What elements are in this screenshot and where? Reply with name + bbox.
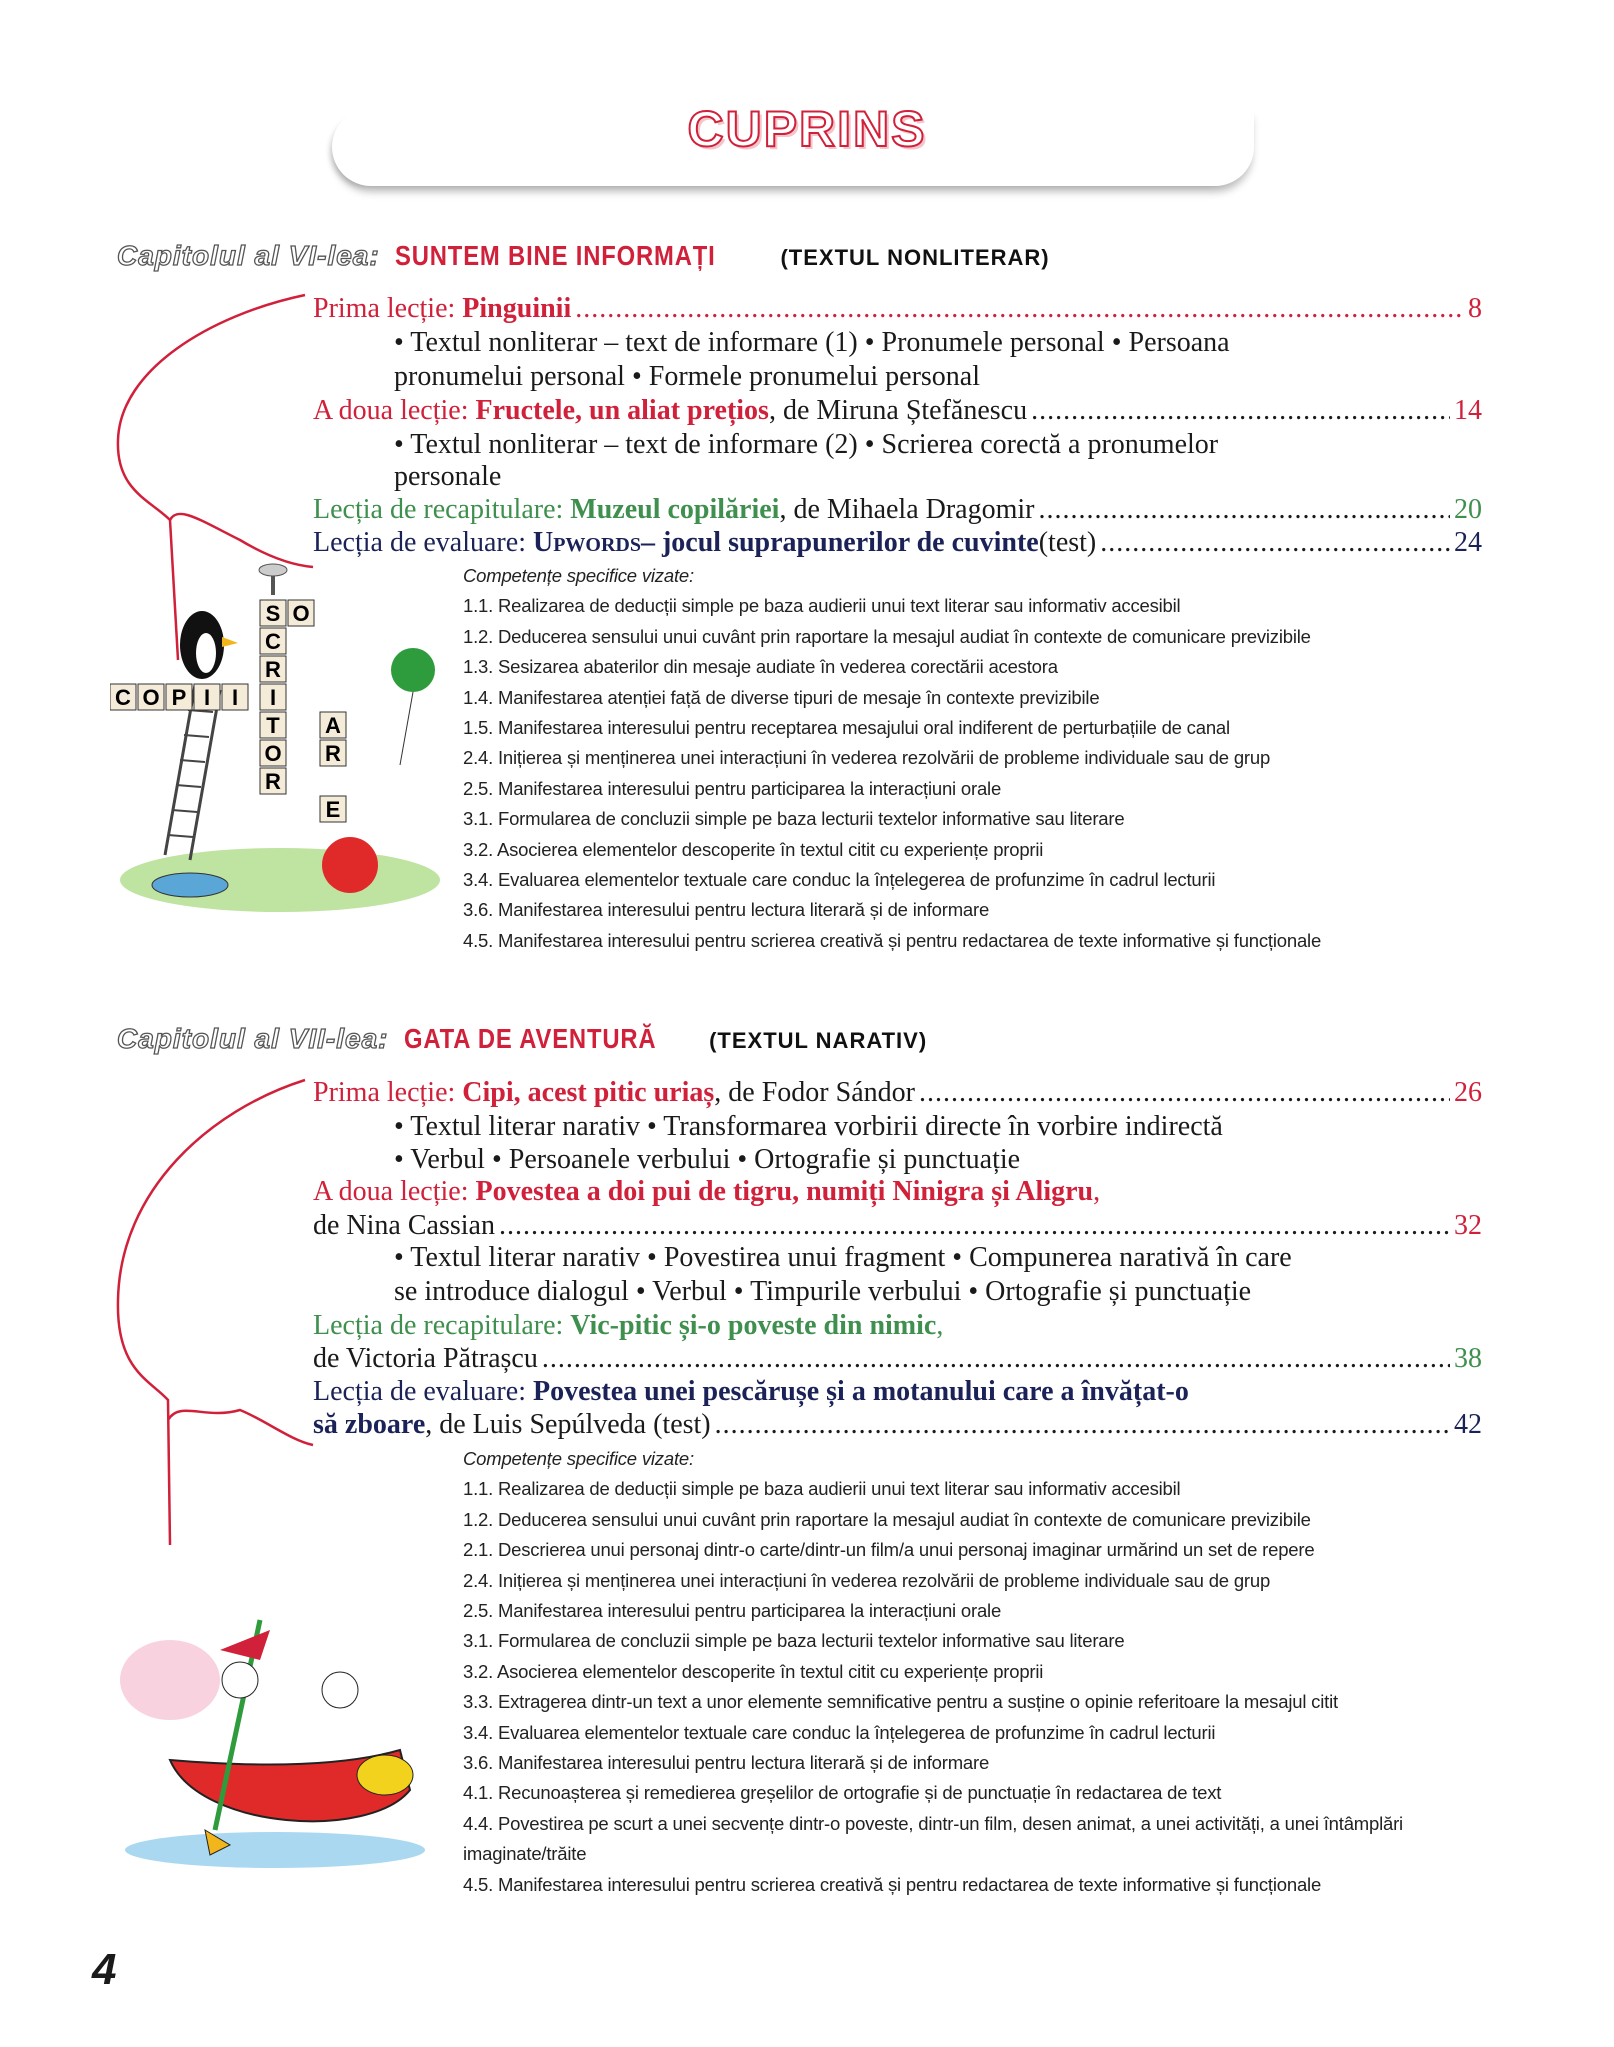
competence-item: 1.2. Deducerea sensului unui cuvânt prin raportare la mesajul audiat în contexte de comunicare previzibile bbox=[463, 625, 1311, 647]
letter-tile-text: P bbox=[171, 685, 187, 710]
page-ref: 20 bbox=[1454, 494, 1482, 525]
page-ref: 14 bbox=[1454, 395, 1482, 426]
chapter-label: Capitolul al VII-lea: bbox=[117, 1023, 389, 1054]
lesson-title: Muzeul copilăriei bbox=[570, 494, 780, 525]
toc-entry-lesson-1[interactable] bbox=[313, 1076, 1482, 1110]
letter-tile-text: I bbox=[203, 685, 211, 710]
lesson-label: Lecția de evaluare: bbox=[313, 527, 526, 558]
letter-tile-text: R bbox=[265, 769, 281, 794]
letter-tile-text: C bbox=[115, 685, 131, 710]
chapter-name: SUNTEM BINE INFORMAȚI bbox=[395, 240, 717, 271]
lesson-author: de Nina Cassian bbox=[313, 1210, 495, 1241]
lesson-topics: se introduce dialogul • Verbul • Timpurile verbului • Ortografie și punctuație bbox=[394, 1276, 1252, 1307]
toc-entry-lesson-2-title[interactable] bbox=[313, 1175, 1482, 1209]
competence-item: 3.1. Formularea de concluzii simple pe baza lecturii textelor informative sau literare bbox=[463, 1630, 1125, 1652]
competence-item: 1.1. Realizarea de deducții simple pe baza audierii unui text literar sau informativ accesibil bbox=[463, 1478, 1181, 1500]
page-number: 4 bbox=[92, 1945, 117, 1994]
toc-entry-evaluation-title[interactable] bbox=[313, 1375, 1482, 1409]
competence-item: 4.4. Povestirea pe scurt a unei secvențe dintr-o poveste, dintr-un film, desen animat, a unei activități, a unei întâmplări imaginate/trăite bbox=[463, 1812, 1403, 1865]
crossword-kids-illustration bbox=[110, 545, 450, 925]
page-ref: 24 bbox=[1454, 527, 1482, 558]
chapter-label: Capitolul al VI-lea: bbox=[117, 240, 380, 271]
letter-tile-text: E bbox=[325, 797, 341, 822]
competence-item: 3.2. Asocierea elementelor descoperite în textul citit cu experiențe proprii bbox=[463, 1660, 1044, 1682]
lesson-title: Povestea a doi pui de tigru, numiți Ninigra și Aligru bbox=[475, 1176, 1094, 1207]
lesson-author: de Victoria Pătrașcu bbox=[313, 1343, 538, 1374]
letter-tile-text: T bbox=[266, 713, 280, 738]
competence-item: 2.4. Inițierea și menținerea unei interacțiuni în vederea rezolvării de probleme individuale sau de grup bbox=[463, 1569, 1271, 1591]
dot-leader bbox=[1031, 394, 1450, 428]
letter-tile-text: O bbox=[142, 685, 160, 710]
chapter-name: GATA DE AVENTURĂ bbox=[404, 1023, 657, 1054]
dot-leader bbox=[542, 1342, 1450, 1376]
competence-item: 1.4. Manifestarea atenției față de diverse tipuri de mesaje în contexte previzibile bbox=[463, 686, 1100, 708]
competence-item: 2.5. Manifestarea interesului pentru participarea la interacțiuni orale bbox=[463, 1600, 1002, 1622]
competence-item: 3.4. Evaluarea elementelor textuale care conduc la înțelegerea de profunzime în cadrul lecturii bbox=[463, 1721, 1216, 1743]
lesson-topics: • Textul literar narativ • Transformarea vorbirii directe în vorbire indirectă bbox=[394, 1111, 1223, 1142]
lesson-topics: • Textul nonliterar – text de informare (1) • Pronumele personal • Persoana bbox=[394, 327, 1230, 358]
dot-leader bbox=[715, 1408, 1450, 1442]
competences-list-ch7 bbox=[463, 1444, 1493, 1900]
lesson-label: A doua lecție: bbox=[313, 395, 469, 426]
letter-tile-text: R bbox=[265, 657, 281, 682]
lesson-topics: • Textul literar narativ • Povestirea unui fragment • Compunerea narativă în care bbox=[394, 1242, 1292, 1273]
lesson-label: Prima lecție: bbox=[313, 293, 456, 324]
toc-entry-review[interactable] bbox=[313, 1342, 1482, 1376]
lesson-author: , de Miruna Ștefănescu bbox=[768, 395, 1028, 426]
lesson-author: , de Fodor Sándor bbox=[714, 1077, 915, 1108]
competence-item: 1.2. Deducerea sensului unui cuvânt prin raportare la mesajul audiat în contexte de comunicare previzibile bbox=[463, 1508, 1311, 1530]
chapter7-bracket bbox=[118, 1080, 313, 1545]
chapter-type: (TEXTUL NONLITERAR) bbox=[780, 245, 1050, 270]
competence-item: 3.6. Manifestarea interesului pentru lectura literară și de informare bbox=[463, 899, 990, 921]
lesson-title: – jocul suprapunerilor de cuvinte bbox=[640, 527, 1039, 558]
page-ref: 26 bbox=[1454, 1077, 1482, 1108]
letter-tile-text: I bbox=[231, 685, 239, 710]
punctuation: , bbox=[1093, 1176, 1101, 1207]
letter-tile-text: O bbox=[292, 601, 310, 626]
lesson-title: Vic-pitic și-o poveste din nimic bbox=[570, 1310, 937, 1341]
toc-entry-lesson-1[interactable] bbox=[313, 292, 1482, 326]
chapter-6-header bbox=[117, 240, 1050, 272]
lesson-title-cont: să zboare bbox=[313, 1409, 426, 1440]
competence-item: 3.3. Extragerea dintr-un text a unor elemente semnificative pentru a susține o opinie referitoare la mesajul citit bbox=[463, 1691, 1338, 1713]
page-ref: 32 bbox=[1454, 1210, 1482, 1241]
dot-leader bbox=[1100, 526, 1450, 560]
letter-tile-text: C bbox=[265, 629, 281, 654]
letter-tile-text: O bbox=[264, 741, 282, 766]
lesson-topics: • Textul nonliterar – text de informare (2) • Scrierea corectă a pronumelor bbox=[394, 429, 1219, 460]
lesson-label: Lecția de recapitulare: bbox=[313, 1310, 564, 1341]
punctuation: , bbox=[936, 1310, 944, 1341]
dot-leader bbox=[919, 1076, 1450, 1110]
lesson-title: Povestea unei pescărușe și a motanului care a învățat-o bbox=[532, 1376, 1189, 1407]
dot-leader bbox=[499, 1209, 1450, 1243]
toc-entry-lesson-2[interactable] bbox=[313, 1209, 1482, 1243]
lesson-title: Pinguinii bbox=[462, 293, 572, 324]
competence-item: 4.5. Manifestarea interesului pentru scrierea creativă și pentru redactarea de texte informative și funcționale bbox=[463, 1873, 1322, 1895]
toc-entry-evaluation[interactable] bbox=[313, 526, 1482, 560]
toc-entry-lesson-2[interactable] bbox=[313, 394, 1482, 428]
competence-item: 3.2. Asocierea elementelor descoperite în textul citit cu experiențe proprii bbox=[463, 838, 1044, 860]
chapter-7-header bbox=[117, 1023, 927, 1055]
page-ref: 38 bbox=[1454, 1343, 1482, 1374]
page-title: CUPRINS bbox=[687, 101, 927, 157]
dot-leader bbox=[575, 292, 1464, 326]
competence-item: 1.3. Sesizarea abaterilor din mesaje audiate în vederea corectării acestora bbox=[463, 656, 1058, 678]
lesson-title-brand: Upwords bbox=[532, 527, 641, 558]
competences-list-ch6 bbox=[463, 561, 1493, 956]
page-ref: 42 bbox=[1454, 1409, 1482, 1440]
competence-item: 3.6. Manifestarea interesului pentru lectura literară și de informare bbox=[463, 1752, 990, 1774]
chapter-type: (TEXTUL NARATIV) bbox=[709, 1028, 928, 1053]
dot-leader bbox=[1039, 493, 1451, 527]
competences-header: Competențe specifice vizate: bbox=[463, 1448, 694, 1469]
lesson-topics: • Verbul • Persoanele verbului • Ortografie și punctuație bbox=[394, 1144, 1021, 1175]
lesson-label: Lecția de recapitulare: bbox=[313, 494, 564, 525]
competence-item: 2.4. Inițierea și menținerea unei interacțiuni în vederea rezolvării de probleme individuale sau de grup bbox=[463, 747, 1271, 769]
page-ref: 8 bbox=[1468, 293, 1482, 324]
letter-tile-text: I bbox=[269, 685, 277, 710]
letter-tile-text: A bbox=[325, 713, 341, 738]
lesson-label: A doua lecție: bbox=[313, 1176, 469, 1207]
competences-header: Competențe specifice vizate: bbox=[463, 565, 694, 586]
lesson-label: Prima lecție: bbox=[313, 1077, 456, 1108]
competence-item: 2.1. Descrierea unui personaj dintr-o carte/dintr-un film/a unui personaj imaginar urmărind un set de repere bbox=[463, 1539, 1315, 1561]
lesson-title: Cipi, acest pitic uriaș bbox=[462, 1077, 715, 1108]
toc-entry-review[interactable] bbox=[313, 493, 1482, 527]
competence-item: 3.4. Evaluarea elementelor textuale care conduc la înțelegerea de profunzime în cadrul lecturii bbox=[463, 869, 1216, 891]
lesson-label: Lecția de evaluare: bbox=[313, 1376, 526, 1407]
competence-item: 2.5. Manifestarea interesului pentru participarea la interacțiuni orale bbox=[463, 777, 1002, 799]
competence-item: 4.5. Manifestarea interesului pentru scrierea creativă și pentru redactarea de texte informative și funcționale bbox=[463, 929, 1322, 951]
competence-item: 1.5. Manifestarea interesului pentru receptarea mesajului oral indiferent de perturbațiile de canal bbox=[463, 717, 1230, 739]
competence-item: 1.1. Realizarea de deducții simple pe baza audierii unui text literar sau informativ accesibil bbox=[463, 595, 1181, 617]
lesson-topics: pronumelui personal • Formele pronumelui personal bbox=[394, 361, 981, 392]
lesson-note: (test) bbox=[1038, 527, 1097, 558]
pirate-boat-illustration bbox=[110, 1590, 450, 1880]
lesson-author: , de Luis Sepúlveda (test) bbox=[425, 1409, 711, 1440]
toc-entry-evaluation[interactable] bbox=[313, 1408, 1482, 1442]
toc-entry-review-title[interactable] bbox=[313, 1309, 1482, 1343]
competence-item: 3.1. Formularea de concluzii simple pe baza lecturii textelor informative sau literare bbox=[463, 808, 1125, 830]
lesson-title: Fructele, un aliat prețios bbox=[475, 395, 769, 426]
lesson-topics: personale bbox=[394, 461, 502, 492]
letter-tile-text: R bbox=[325, 741, 341, 766]
lesson-author: , de Mihaela Dragomir bbox=[779, 494, 1035, 525]
letter-tile-text: S bbox=[265, 601, 281, 626]
competence-item: 4.1. Recunoașterea și remedierea greșelilor de ortografie și de punctuație în redactarea de text bbox=[463, 1782, 1222, 1804]
